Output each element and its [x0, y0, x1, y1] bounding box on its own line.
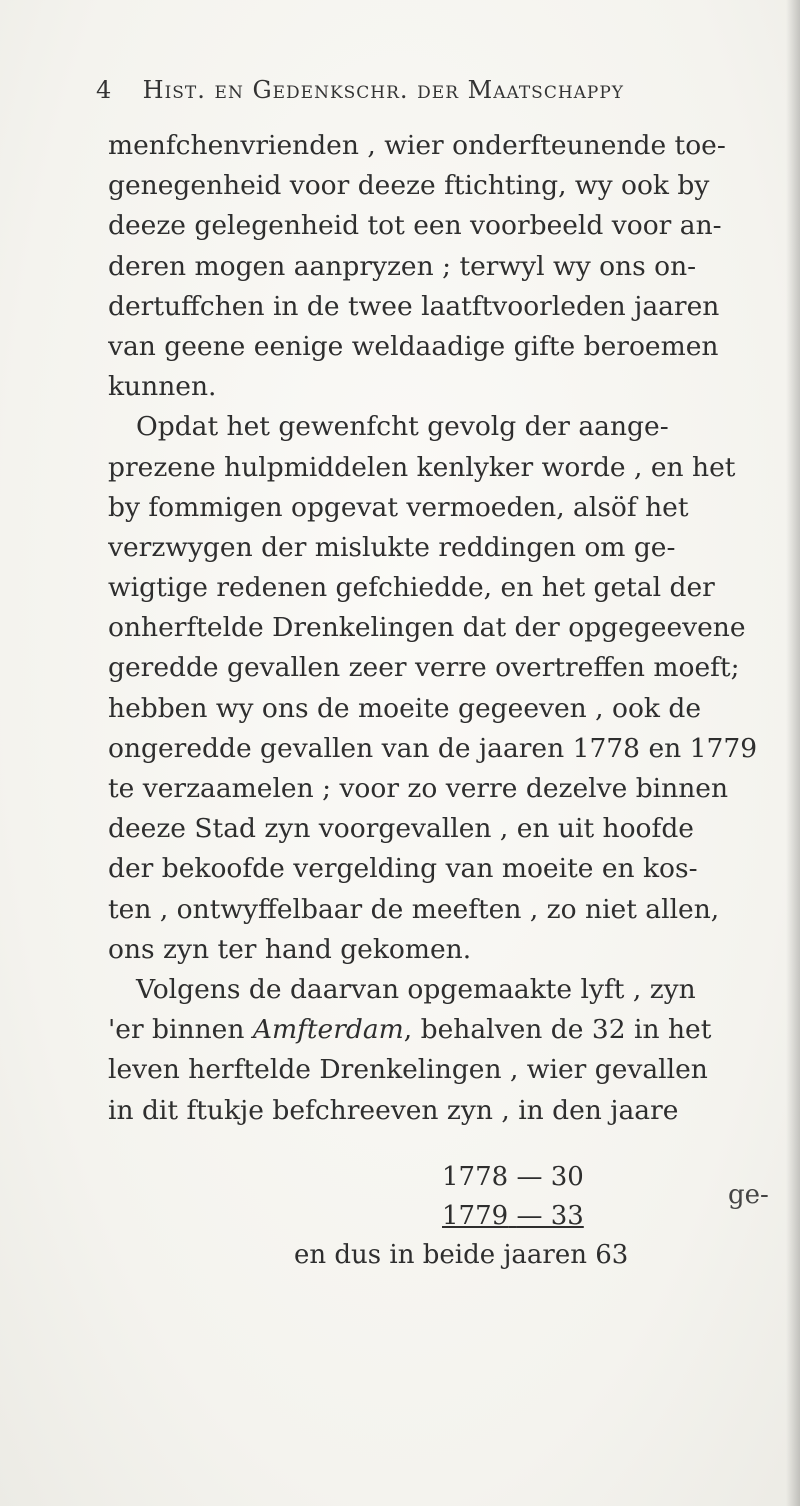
- text-line: deeze Stad zyn voorgevallen , en uit hoofde: [108, 813, 694, 845]
- text-line: in dit ftukje befchreeven zyn , in den jaare: [108, 1094, 679, 1126]
- text-line: by fommigen opgevat vermoeden, alsöf het: [108, 491, 689, 523]
- tally-year: 1779: [442, 1201, 509, 1231]
- running-header: [96, 76, 786, 116]
- text-fragment: , behalven de 32 in het: [403, 1014, 712, 1046]
- catchword: ge-: [728, 1180, 769, 1210]
- text-line: Volgens de daarvan opgemaakte lyft , zyn: [136, 973, 696, 1005]
- text-line: hebben wy ons de moeite gegeeven , ook de: [108, 692, 702, 724]
- city-name: Amfterdam: [252, 1014, 404, 1046]
- text-line: ongeredde gevallen van de jaaren 1778 en 1779: [108, 732, 758, 764]
- text-line: geredde gevallen zeer verre overtreffen moeft;: [108, 652, 740, 684]
- text-fragment: 'er binnen: [108, 1014, 253, 1046]
- body-text: [108, 126, 768, 1270]
- text-line: genegenheid voor deeze ftichting, wy ook by: [108, 170, 710, 202]
- text-line: verzwygen der mislukte reddingen om ge-: [108, 531, 676, 563]
- tally-count: — 33: [516, 1201, 584, 1231]
- page-number: 4: [96, 76, 113, 104]
- text-line: menfchenvrienden , wier onderfteunende toe-: [108, 130, 726, 161]
- text-line: Opdat het gewenfcht gevolg der aange-: [136, 411, 669, 443]
- running-title: Hist. en Gedenkschr. der Maatschappy: [142, 76, 625, 104]
- text-line: wigtige redenen gefchiedde, en het getal der: [108, 572, 715, 604]
- page-spine-shadow: [786, 0, 800, 1506]
- tally-year-1778: [442, 1157, 584, 1197]
- text-line: ons zyn ter hand gekomen.: [108, 933, 472, 965]
- text-line: deeze gelegenheid tot een voorbeeld voor an-: [108, 210, 722, 242]
- text-line: van geene eenige weldaadige gifte beroemen: [108, 330, 719, 362]
- text-line: der bekoofde vergelding van moeite en kos-: [108, 853, 698, 885]
- text-line: dertuffchen in de twee laatftvoorleden jaaren: [108, 290, 720, 322]
- tally-total: en dus in beide jaaren 63: [294, 1240, 629, 1270]
- tally-year: 1778: [442, 1162, 509, 1192]
- text-line: deren mogen aanpryzen ; terwyl wy ons on-: [108, 250, 697, 282]
- text-line: ten , ontwyffelbaar de meeften , zo niet allen,: [108, 893, 720, 925]
- tally-year-1779: [442, 1196, 584, 1236]
- text-line: leven herftelde Drenkelingen , wier gevallen: [108, 1054, 708, 1086]
- text-line: kunnen.: [108, 371, 217, 403]
- text-line: prezene hulpmiddelen kenlyker worde , en het: [108, 451, 736, 483]
- text-line: te verzaamelen ; voor zo verre dezelve binnen: [108, 773, 729, 804]
- text-line: onherftelde Drenkelingen dat der opgegeevene: [108, 612, 746, 644]
- tally-count: — 30: [516, 1162, 584, 1192]
- text-line: [108, 1010, 768, 1050]
